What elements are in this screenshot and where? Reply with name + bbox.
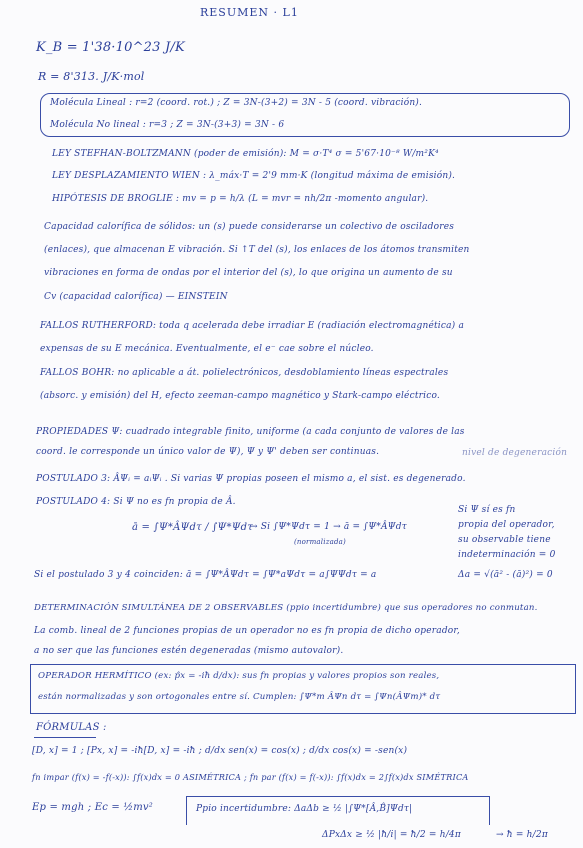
commutator-formulas: [D, x] = 1 ; [Px, x] = -iħ[D, x] = -iħ ; d/dx sen(x) = cos(x) ; d/dx cos(x) = -sen(x) bbox=[32, 746, 408, 756]
side-note-2: propia del operador, bbox=[458, 520, 555, 530]
heat-line-3: vibraciones en forma de ondas por el interior del (s), lo que origina un aumento de su bbox=[44, 268, 453, 278]
law-broglie: HIPÓTESIS DE BROGLIE : mv = p = h/λ (L = mvr = nh/2π -momento angular). bbox=[52, 194, 429, 204]
normalized-formula: → Si ∫Ψ*Ψdτ = 1 → ā = ∫Ψ*ÂΨdτ bbox=[250, 522, 407, 532]
page-title: RESUMEN · L1 bbox=[200, 6, 299, 19]
constant-r: R = 8'313. J/K·mol bbox=[38, 70, 145, 83]
molecule-linear: Molécula Lineal : r=2 (coord. rot.) ; Z = 3N-(3+2) = 3N - 5 (coord. vibración). bbox=[50, 98, 423, 108]
coincide-formula: Si el postulado 3 y 4 coinciden: ā = ∫Ψ*ÂΨdτ = ∫Ψ*aΨdτ = a∫ΨΨdτ = a bbox=[34, 570, 377, 580]
failure-line-3: FALLOS BOHR: no aplicable a át. polielectrónicos, desdoblamiento líneas espectrales bbox=[40, 368, 449, 378]
law-wien: LEY DESPLAZAMIENTO WIEN : λ_máx·T = 2'9 mm·K (longitud máxima de emisión). bbox=[52, 171, 456, 181]
hbar-formula: → ħ = h/2π bbox=[496, 830, 548, 840]
side-note-3: su observable tiene bbox=[458, 535, 551, 545]
side-note-4: indeterminación = 0 bbox=[458, 550, 556, 560]
uncertainty-formula: Ppio incertidumbre: ΔaΔb ≥ ½ |∫Ψ*[Â,B̂]Ψdτ| bbox=[196, 804, 413, 814]
side-note-1: Si Ψ sí es fn bbox=[458, 505, 516, 515]
normalized-label: (normalizada) bbox=[294, 538, 346, 546]
simultaneous-line-2: La comb. lineal de 2 funciones propias de un operador no es fn propia de dicho operador, bbox=[34, 626, 460, 636]
hermitian-line-1: OPERADOR HERMÍTICO (ex: p̂x = -iħ d/dx): sus fn propias y valores propios son reales, bbox=[38, 671, 440, 681]
uncertainty-formula-2: ΔPxΔx ≥ ½ |ħ/i| = ħ/2 = h/4π bbox=[322, 830, 461, 840]
constant-kb: K_B = 1'38·10^23 J/K bbox=[36, 40, 185, 55]
heat-line-2: (enlaces), que almacenan E vibración. Si ↑T del (s), los enlaces de los átomos transmiten bbox=[44, 245, 470, 255]
law-stefan: LEY STEFHAN-BOLTZMANN (poder de emisión): M = σ·T⁴ σ = 5'67·10⁻⁸ W/m²K⁴ bbox=[52, 149, 439, 159]
molecule-nonlinear: Molécula No lineal : r=3 ; Z = 3N-(3+3) = 3N - 6 bbox=[50, 120, 285, 130]
heat-line-4: Cv (capacidad calorífica) — EINSTEIN bbox=[44, 292, 228, 302]
formulas-heading: FÓRMULAS : bbox=[36, 722, 107, 733]
formulas-heading-underline bbox=[34, 737, 96, 738]
failure-line-1: FALLOS RUTHERFORD: toda q acelerada debe irradiar E (radiación electromagnética) a bbox=[40, 321, 465, 331]
parity-formulas: fn impar (f(x) = -f(-x)): ∫f(x)dx = 0 ASIMÉTRICA ; fn par (f(x) = f(-x)): ∫f(x)dx = 2∫f(x)dx SIMÉTRICA bbox=[32, 772, 469, 782]
postulate-3: POSTULADO 3: ÂΨᵢ = aᵢΨᵢ . Si varias Ψ propias poseen el mismo a, el sist. es degenerado. bbox=[36, 474, 466, 484]
degenerate-note: nivel de degeneración bbox=[462, 448, 568, 458]
hermitian-line-2: están normalizadas y son ortogonales entre sí. Cumplen: ∫Ψ*m ÂΨn dτ = ∫Ψn(ÂΨm)* dτ bbox=[38, 692, 441, 702]
expectation-formula: ā = ∫Ψ*ÂΨdτ / ∫Ψ*Ψdτ bbox=[132, 522, 254, 533]
heat-line-1: Capacidad calorífica de sólidos: un (s) puede considerarse un colectivo de osciladores bbox=[44, 222, 455, 232]
failure-line-2: expensas de su E mecánica. Eventualmente, el e⁻ cae sobre el núcleo. bbox=[40, 344, 374, 354]
sigma-formula: Δa = √(ā² - (ā)²) = 0 bbox=[458, 570, 553, 580]
properties-line-1: PROPIEDADES Ψ: cuadrado integrable finito, uniforme (a cada conjunto de valores de las bbox=[36, 427, 465, 437]
simultaneous-line-1: DETERMINACIÓN SIMULTÁNEA DE 2 OBSERVABLES (ppio incertidumbre) que sus operadores no conmutan. bbox=[34, 603, 538, 613]
properties-line-2: coord. le corresponde un único valor de Ψ), Ψ y Ψ' deben ser continuas. bbox=[36, 447, 380, 457]
energy-formulas: Ep = mgh ; Ec = ½mv² bbox=[32, 802, 153, 813]
postulate-4: POSTULADO 4: Si Ψ no es fn propia de Â. bbox=[36, 497, 236, 507]
failure-line-4: (absorc. y emisión) del H, efecto zeeman-campo magnético y Stark-campo eléctrico. bbox=[40, 391, 440, 401]
simultaneous-line-3: a no ser que las funciones estén degeneradas (mismo autovalor). bbox=[34, 646, 344, 656]
